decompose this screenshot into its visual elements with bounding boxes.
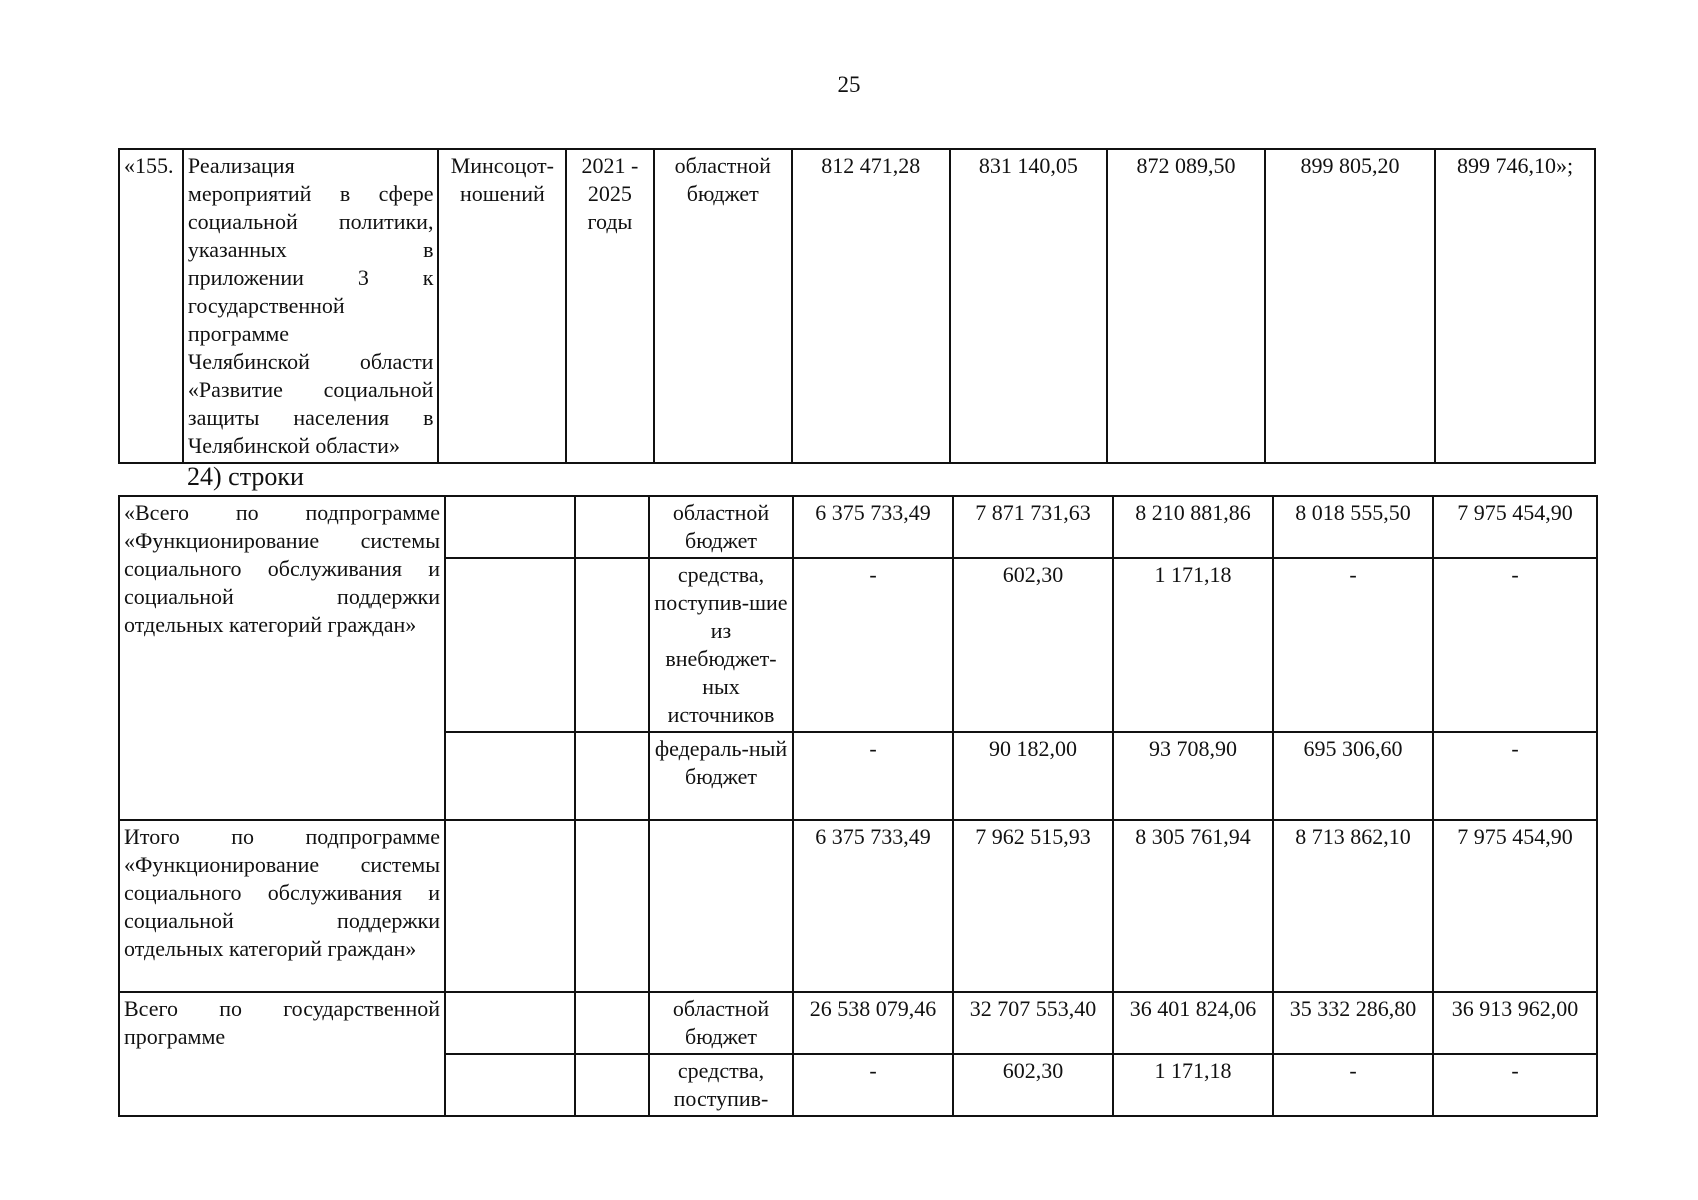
empty-cell	[575, 732, 649, 820]
value-cell: -	[793, 732, 953, 820]
funding-source: федераль-ный бюджет	[649, 732, 793, 820]
period: 2021 - 2025 годы	[566, 149, 653, 463]
empty-cell	[575, 820, 649, 992]
measure-name	[183, 149, 439, 463]
value-cell: 90 182,00	[953, 732, 1113, 820]
row-number: «155.	[119, 149, 183, 463]
subprogram-itogo-name: Итого по подпрограмме «Функционирование системы социального обслуживания и социальной поддержки отдельных категорий граждан»	[119, 820, 445, 992]
value-cell: -	[1433, 732, 1597, 820]
value-cell: 26 538 079,46	[793, 992, 953, 1054]
executor: Минсоцот-ношений	[438, 149, 566, 463]
empty-cell	[575, 558, 649, 732]
table-row	[119, 149, 1595, 463]
value-cell: -	[1433, 558, 1597, 732]
funding-source: средства, поступив-шие из внебюджет-ных источников	[649, 558, 793, 732]
value-cell: 6 375 733,49	[793, 496, 953, 558]
value-cell: 602,30	[953, 558, 1113, 732]
measure-name-line: Реализация	[187, 153, 295, 178]
value-cell: -	[793, 1054, 953, 1116]
empty-cell	[445, 558, 575, 732]
empty-cell	[445, 1054, 575, 1116]
measure-name-line: государственной	[187, 293, 345, 318]
value-cell: 899 746,10»;	[1435, 149, 1595, 463]
value-cell: 32 707 553,40	[953, 992, 1113, 1054]
measure-name-line: социальной политики,	[187, 209, 434, 234]
value-cell: 8 018 555,50	[1273, 496, 1433, 558]
value-cell: 93 708,90	[1113, 732, 1273, 820]
table-row	[119, 820, 1597, 992]
funding-source: областной бюджет	[654, 149, 792, 463]
empty-cell	[445, 732, 575, 820]
value-cell: 1 171,18	[1113, 558, 1273, 732]
value-cell: 8 305 761,94	[1113, 820, 1273, 992]
value-cell: 7 871 731,63	[953, 496, 1113, 558]
funding-source: областной бюджет	[649, 992, 793, 1054]
measure-name-line: программе	[187, 321, 290, 346]
value-cell: 8 210 881,86	[1113, 496, 1273, 558]
empty-cell	[445, 496, 575, 558]
empty-cell	[445, 820, 575, 992]
value-cell: 36 401 824,06	[1113, 992, 1273, 1054]
totals-table	[118, 495, 1598, 1117]
empty-cell	[575, 992, 649, 1054]
measure-name-line: «Развитие социальной	[187, 377, 434, 402]
value-cell: -	[1433, 1054, 1597, 1116]
funding-source	[649, 820, 793, 992]
value-cell: 8 713 862,10	[1273, 820, 1433, 992]
value-cell: 7 975 454,90	[1433, 496, 1597, 558]
measure-name-line: мероприятий в сфере	[187, 181, 434, 206]
value-cell: 6 375 733,49	[793, 820, 953, 992]
empty-cell	[575, 496, 649, 558]
value-cell: -	[1273, 1054, 1433, 1116]
measure-name-line: приложении 3 к	[187, 265, 434, 290]
funding-source: средства, поступив-	[649, 1054, 793, 1116]
value-cell: 899 805,20	[1265, 149, 1435, 463]
measure-name-line: защиты населения в	[187, 405, 434, 430]
measure-name-line: Челябинской области	[187, 349, 434, 374]
table-row	[119, 992, 1597, 1054]
measure-name-line: Челябинской области»	[187, 433, 400, 458]
empty-cell	[445, 992, 575, 1054]
value-cell: -	[1273, 558, 1433, 732]
page-number: 25	[837, 72, 861, 97]
empty-cell	[575, 1054, 649, 1116]
value-cell: 812 471,28	[792, 149, 950, 463]
value-cell: 7 975 454,90	[1433, 820, 1597, 992]
value-cell: 1 171,18	[1113, 1054, 1273, 1116]
value-cell: 602,30	[953, 1054, 1113, 1116]
value-cell: 36 913 962,00	[1433, 992, 1597, 1054]
value-cell: 872 089,50	[1107, 149, 1265, 463]
measure-name-line: указанных в	[187, 237, 434, 262]
program-total-name: Всего по государственной программе	[119, 992, 445, 1116]
row-155-table	[118, 148, 1596, 464]
value-cell: 35 332 286,80	[1273, 992, 1433, 1054]
value-cell: 7 962 515,93	[953, 820, 1113, 992]
value-cell: -	[793, 558, 953, 732]
section-label: 24) строки	[187, 462, 304, 491]
funding-source: областной бюджет	[649, 496, 793, 558]
value-cell: 831 140,05	[950, 149, 1108, 463]
table-row	[119, 496, 1597, 558]
value-cell: 695 306,60	[1273, 732, 1433, 820]
subprogram-total-name: «Всего по подпрограмме «Функционирование системы социального обслуживания и социальной поддержки отдельных категорий граждан»	[119, 496, 445, 820]
